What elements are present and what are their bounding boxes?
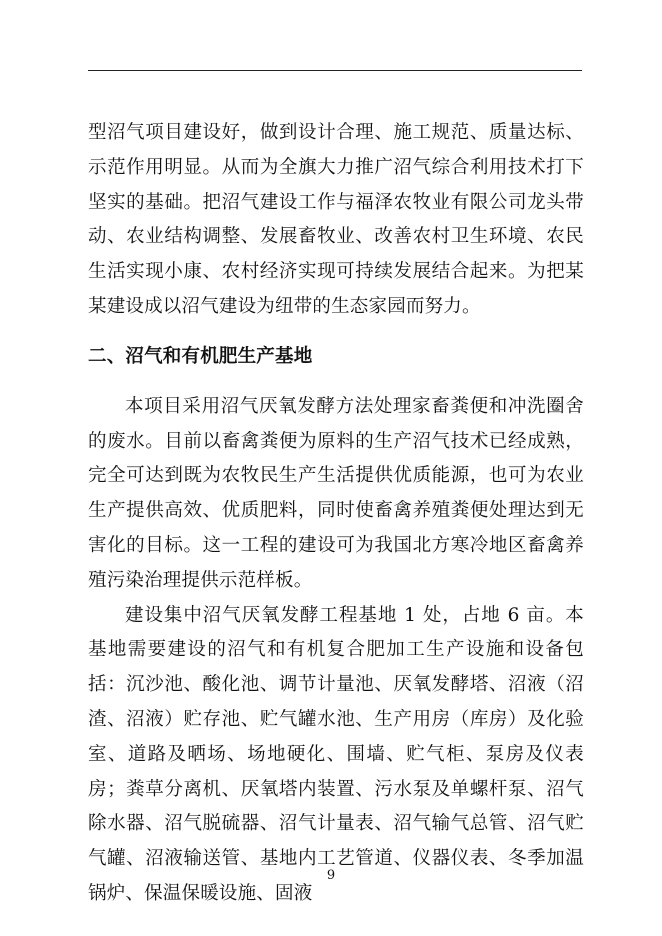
paragraph: 建设集中沼气厌氧发酵工程基地 1 处，占地 6 亩。本基地需要建设的沼气和有机复合肥加工生产设施和设备包括：沉沙池、酸化池、调节计量池、厌氧发酵塔、沼液（沼渣、沼液）贮存池、贮气罐水池、生产用房（库房）及化验室、道路及晒场、场地硬化、围墙、贮气柜、泵房及仪表房；粪草分离机、厌氧塔内装置、污水泵及单螺杆泵、沼气除水器、沼气脱硫器、沼气计量表、沼气输气总管、沼气贮气罐、沼液输送管、基地内工艺管道、仪器仪表、冬季加温锅炉、保温保暖设施、固液: [88, 604, 584, 904]
page-number: 9: [326, 868, 336, 883]
paragraph-continued: 型沼气项目建设好，做到设计合理、施工规范、质量达标、示范作用明显。从而为全旗大力推广沼气综合利用技术打下坚实的基础。把沼气建设工作与福泽农牧业有限公司龙头带动、农业结构调整、发展畜牧业、改善农村卫生环境、农民生活实现小康、农村经济实现可持续发展结合起来。为把某某建设成以沼气建设为纽带的生态家园而努力。: [88, 122, 584, 317]
body-text: [88, 116, 584, 912]
header-rule: [88, 70, 582, 71]
section-heading: 二、沼气和有机肥生产基地: [88, 345, 313, 367]
paragraph: 本项目采用沼气厌氧发酵方法处理家畜粪便和冲洗圈舍的废水。目前以畜禽粪便为原料的生产沼气技术已经成熟，完全可达到既为农牧民生产生活提供优质能源，也可为农业生产提供高效、优质肥料，同时使畜禽养殖粪便处理达到无害化的目标。这一工程的建设可为我国北方寒冷地区畜禽养殖污染治理提供示范样板。: [88, 395, 584, 591]
